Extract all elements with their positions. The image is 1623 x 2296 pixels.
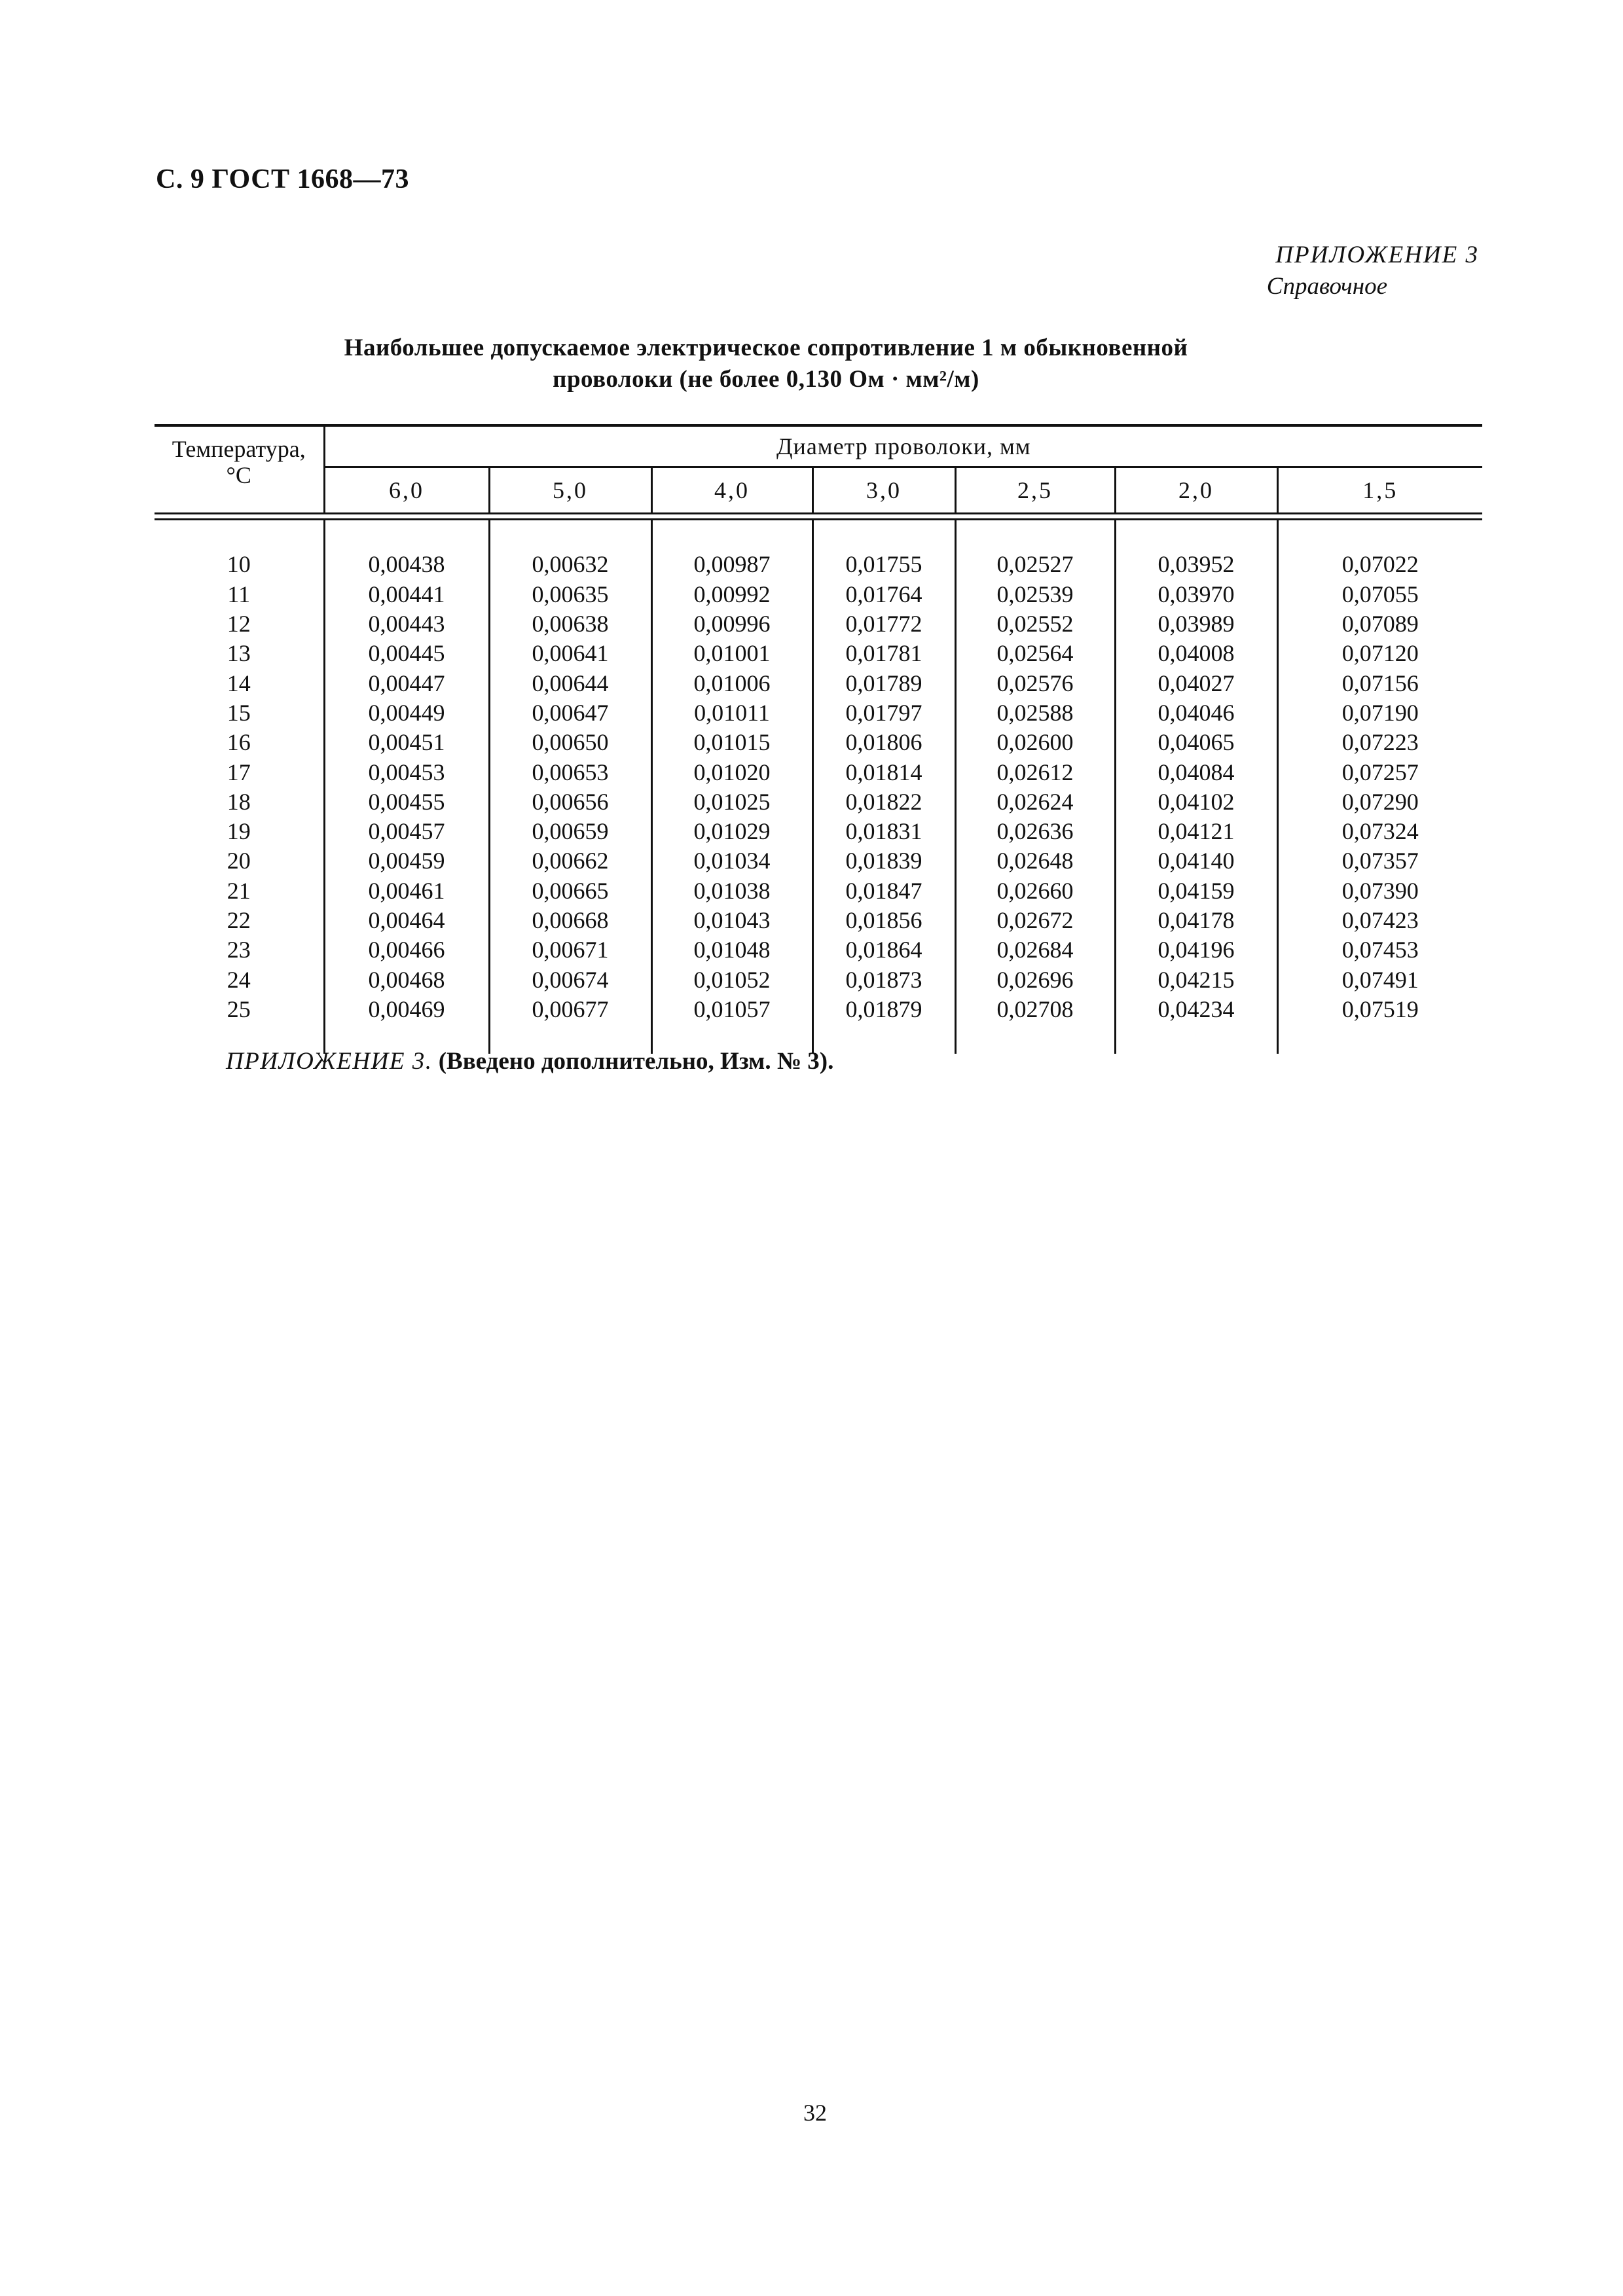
resistance-cell: 0,00469 (324, 995, 489, 1024)
resistance-cell: 0,01781 (812, 639, 955, 668)
resistance-cell: 0,03970 (1115, 580, 1277, 609)
table-body (155, 520, 1482, 1054)
resistance-cell: 0,00449 (324, 698, 489, 728)
resistance-cell: 0,04178 (1115, 906, 1277, 935)
resistance-cell: 0,07423 (1341, 907, 1419, 933)
table-row (155, 550, 1482, 579)
resistance-cell: 0,07491 (1341, 966, 1419, 993)
resistance-cell: 0,04065 (1115, 728, 1277, 757)
temperature-cell: 17 (155, 757, 324, 787)
table-row (155, 876, 1482, 906)
resistance-cell: 0,02696 (955, 965, 1115, 994)
resistance-cell: 0,00459 (324, 846, 489, 876)
resistance-cell: 0,00464 (324, 906, 489, 935)
table-title (249, 332, 1283, 395)
resistance-cell: 0,04196 (1115, 935, 1277, 965)
table-row (155, 757, 1482, 787)
diameter-header: Диаметр проволоки, мм (324, 425, 1482, 467)
resistance-cell: 0,04234 (1115, 995, 1277, 1024)
table-row (155, 995, 1482, 1024)
resistance-cell: 0,01864 (812, 935, 955, 965)
temperature-header-label: Температура, (172, 436, 306, 462)
footnote (226, 1047, 833, 1075)
resistance-cell: 0,01755 (812, 550, 955, 579)
diameter-col-header: 3,0 (812, 467, 955, 514)
diameter-col-header: 6,0 (324, 467, 489, 514)
temperature-cell: 10 (155, 550, 324, 579)
temperature-cell: 23 (155, 935, 324, 965)
resistance-cell: 0,01789 (812, 668, 955, 698)
resistance-cell: 0,01001 (651, 639, 812, 668)
resistance-cell: 0,02684 (955, 935, 1115, 965)
temperature-cell: 24 (155, 965, 324, 994)
resistance-cell: 0,04159 (1115, 876, 1277, 906)
resistance-cell: 0,00662 (489, 846, 651, 876)
resistance-cell: 0,00638 (489, 609, 651, 639)
diameter-col-header: 4,0 (651, 467, 812, 514)
resistance-cell: 0,07357 (1341, 848, 1419, 874)
resistance-cell: 0,01048 (651, 935, 812, 965)
resistance-cell: 0,04008 (1115, 639, 1277, 668)
diameter-col-header: 5,0 (489, 467, 651, 514)
header-double-rule (155, 514, 1482, 520)
table-row (155, 698, 1482, 728)
resistance-cell: 0,07089 (1341, 611, 1419, 637)
resistance-cell: 0,00443 (324, 609, 489, 639)
table-row (155, 906, 1482, 935)
resistance-cell: 0,01873 (812, 965, 955, 994)
resistance-cell: 0,02539 (955, 580, 1115, 609)
resistance-cell: 0,02527 (955, 550, 1115, 579)
resistance-cell: 0,00644 (489, 668, 651, 698)
resistance-cell: 0,04084 (1115, 757, 1277, 787)
footnote-appendix-ref: ПРИЛОЖЕНИЕ 3. (226, 1048, 433, 1075)
resistance-table (155, 424, 1482, 1054)
resistance-cell: 0,01856 (812, 906, 955, 935)
table-row (155, 668, 1482, 698)
resistance-cell: 0,00453 (324, 757, 489, 787)
table-row (155, 935, 1482, 965)
table-row (155, 817, 1482, 846)
resistance-cell: 0,01034 (651, 846, 812, 876)
resistance-cell: 0,00992 (651, 580, 812, 609)
resistance-cell: 0,07120 (1341, 640, 1419, 667)
table-row (155, 580, 1482, 609)
resistance-cell: 0,04215 (1115, 965, 1277, 994)
resistance-cell: 0,00461 (324, 876, 489, 906)
page-number: 32 (803, 2100, 827, 2126)
resistance-cell: 0,01822 (812, 787, 955, 817)
resistance-cell: 0,01831 (812, 817, 955, 846)
resistance-cell: 0,00677 (489, 995, 651, 1024)
resistance-cell: 0,00987 (651, 550, 812, 579)
resistance-cell: 0,02624 (955, 787, 1115, 817)
resistance-cell: 0,02636 (955, 817, 1115, 846)
resistance-cell: 0,00647 (489, 698, 651, 728)
resistance-cell: 0,01020 (651, 757, 812, 787)
resistance-cell: 0,00671 (489, 935, 651, 965)
resistance-cell: 0,04121 (1115, 817, 1277, 846)
resistance-cell: 0,00468 (324, 965, 489, 994)
temperature-cell: 18 (155, 787, 324, 817)
resistance-cell: 0,00445 (324, 639, 489, 668)
resistance-cell: 0,07257 (1341, 759, 1419, 785)
resistance-cell: 0,02708 (955, 995, 1115, 1024)
resistance-cell: 0,00466 (324, 935, 489, 965)
temperature-cell: 19 (155, 817, 324, 846)
resistance-cell: 0,02648 (955, 846, 1115, 876)
temperature-cell: 14 (155, 668, 324, 698)
temperature-cell: 21 (155, 876, 324, 906)
resistance-cell: 0,07290 (1341, 788, 1419, 815)
resistance-cell: 0,02660 (955, 876, 1115, 906)
table-title-line-1: Наибольшее допускаемое электрическое сопротивление 1 м обыкновенной (344, 334, 1188, 361)
resistance-cell: 0,07190 (1341, 699, 1419, 726)
resistance-cell: 0,02576 (955, 668, 1115, 698)
resistance-cell: 0,00441 (324, 580, 489, 609)
resistance-cell: 0,01052 (651, 965, 812, 994)
resistance-cell: 0,00632 (489, 550, 651, 579)
resistance-cell: 0,04027 (1115, 668, 1277, 698)
diameter-col-header: 1,5 (1362, 477, 1398, 503)
table-row (155, 728, 1482, 757)
resistance-cell: 0,00659 (489, 817, 651, 846)
resistance-cell: 0,07519 (1341, 996, 1419, 1022)
resistance-cell: 0,04046 (1115, 698, 1277, 728)
resistance-cell: 0,01015 (651, 728, 812, 757)
resistance-cell: 0,01764 (812, 580, 955, 609)
resistance-cell: 0,01814 (812, 757, 955, 787)
resistance-cell: 0,00665 (489, 876, 651, 906)
temperature-cell: 22 (155, 906, 324, 935)
resistance-cell: 0,00451 (324, 728, 489, 757)
resistance-cell: 0,07223 (1341, 729, 1419, 756)
table-row (155, 609, 1482, 639)
resistance-cell: 0,03989 (1115, 609, 1277, 639)
resistance-cell: 0,02588 (955, 698, 1115, 728)
resistance-cell: 0,01006 (651, 668, 812, 698)
table-row (155, 965, 1482, 994)
resistance-cell: 0,01772 (812, 609, 955, 639)
resistance-cell: 0,00457 (324, 817, 489, 846)
resistance-cell: 0,00447 (324, 668, 489, 698)
diameter-col-header: 2,0 (1115, 467, 1277, 514)
footnote-amendment: (Введено дополнительно, Изм. № 3). (432, 1048, 834, 1075)
resistance-cell: 0,00650 (489, 728, 651, 757)
resistance-cell: 0,02612 (955, 757, 1115, 787)
temperature-cell: 12 (155, 609, 324, 639)
resistance-cell: 0,01839 (812, 846, 955, 876)
resistance-cell: 0,00455 (324, 787, 489, 817)
diameter-col-header: 2,5 (955, 467, 1115, 514)
resistance-cell: 0,01025 (651, 787, 812, 817)
table-row (155, 787, 1482, 817)
resistance-cell: 0,00653 (489, 757, 651, 787)
resistance-cell: 0,07022 (1341, 551, 1419, 578)
resistance-cell: 0,07324 (1341, 818, 1419, 845)
table-row (155, 846, 1482, 876)
resistance-cell: 0,01879 (812, 995, 955, 1024)
resistance-cell: 0,02552 (955, 609, 1115, 639)
resistance-cell: 0,00635 (489, 580, 651, 609)
table-title-line-2: проволоки (не более 0,130 Ом · мм²/м) (553, 366, 979, 393)
temperature-cell: 15 (155, 698, 324, 728)
resistance-cell: 0,04102 (1115, 787, 1277, 817)
resistance-cell: 0,01011 (651, 698, 812, 728)
resistance-cell: 0,00438 (324, 550, 489, 579)
resistance-cell: 0,02564 (955, 639, 1115, 668)
resistance-cell: 0,00674 (489, 965, 651, 994)
temperature-cell: 25 (155, 995, 324, 1024)
temperature-cell: 11 (155, 580, 324, 609)
resistance-cell: 0,07390 (1341, 877, 1419, 904)
table-row (155, 639, 1482, 668)
resistance-cell: 0,00668 (489, 906, 651, 935)
resistance-cell: 0,01029 (651, 817, 812, 846)
resistance-cell: 0,02672 (955, 906, 1115, 935)
temperature-header-unit: °С (226, 462, 251, 488)
resistance-cell: 0,00656 (489, 787, 651, 817)
resistance-cell: 0,07453 (1341, 937, 1419, 963)
appendix-label: ПРИЛОЖЕНИЕ 3 (1275, 242, 1479, 268)
appendix-type: Справочное (1266, 273, 1387, 300)
resistance-cell: 0,03952 (1115, 550, 1277, 579)
resistance-cell: 0,00641 (489, 639, 651, 668)
resistance-cell: 0,01797 (812, 698, 955, 728)
resistance-cell: 0,01806 (812, 728, 955, 757)
resistance-cell: 0,01847 (812, 876, 955, 906)
resistance-table-container (155, 424, 1482, 1054)
resistance-cell: 0,01057 (651, 995, 812, 1024)
resistance-cell: 0,02600 (955, 728, 1115, 757)
document-code: С. 9 ГОСТ 1668—73 (156, 164, 410, 194)
resistance-cell: 0,00996 (651, 609, 812, 639)
resistance-cell: 0,07055 (1341, 581, 1419, 607)
temperature-cell: 20 (155, 846, 324, 876)
temperature-cell: 13 (155, 639, 324, 668)
resistance-cell: 0,07156 (1341, 670, 1419, 696)
resistance-cell: 0,01043 (651, 906, 812, 935)
temperature-header (155, 425, 324, 514)
resistance-cell: 0,04140 (1115, 846, 1277, 876)
resistance-cell: 0,01038 (651, 876, 812, 906)
temperature-cell: 16 (155, 728, 324, 757)
